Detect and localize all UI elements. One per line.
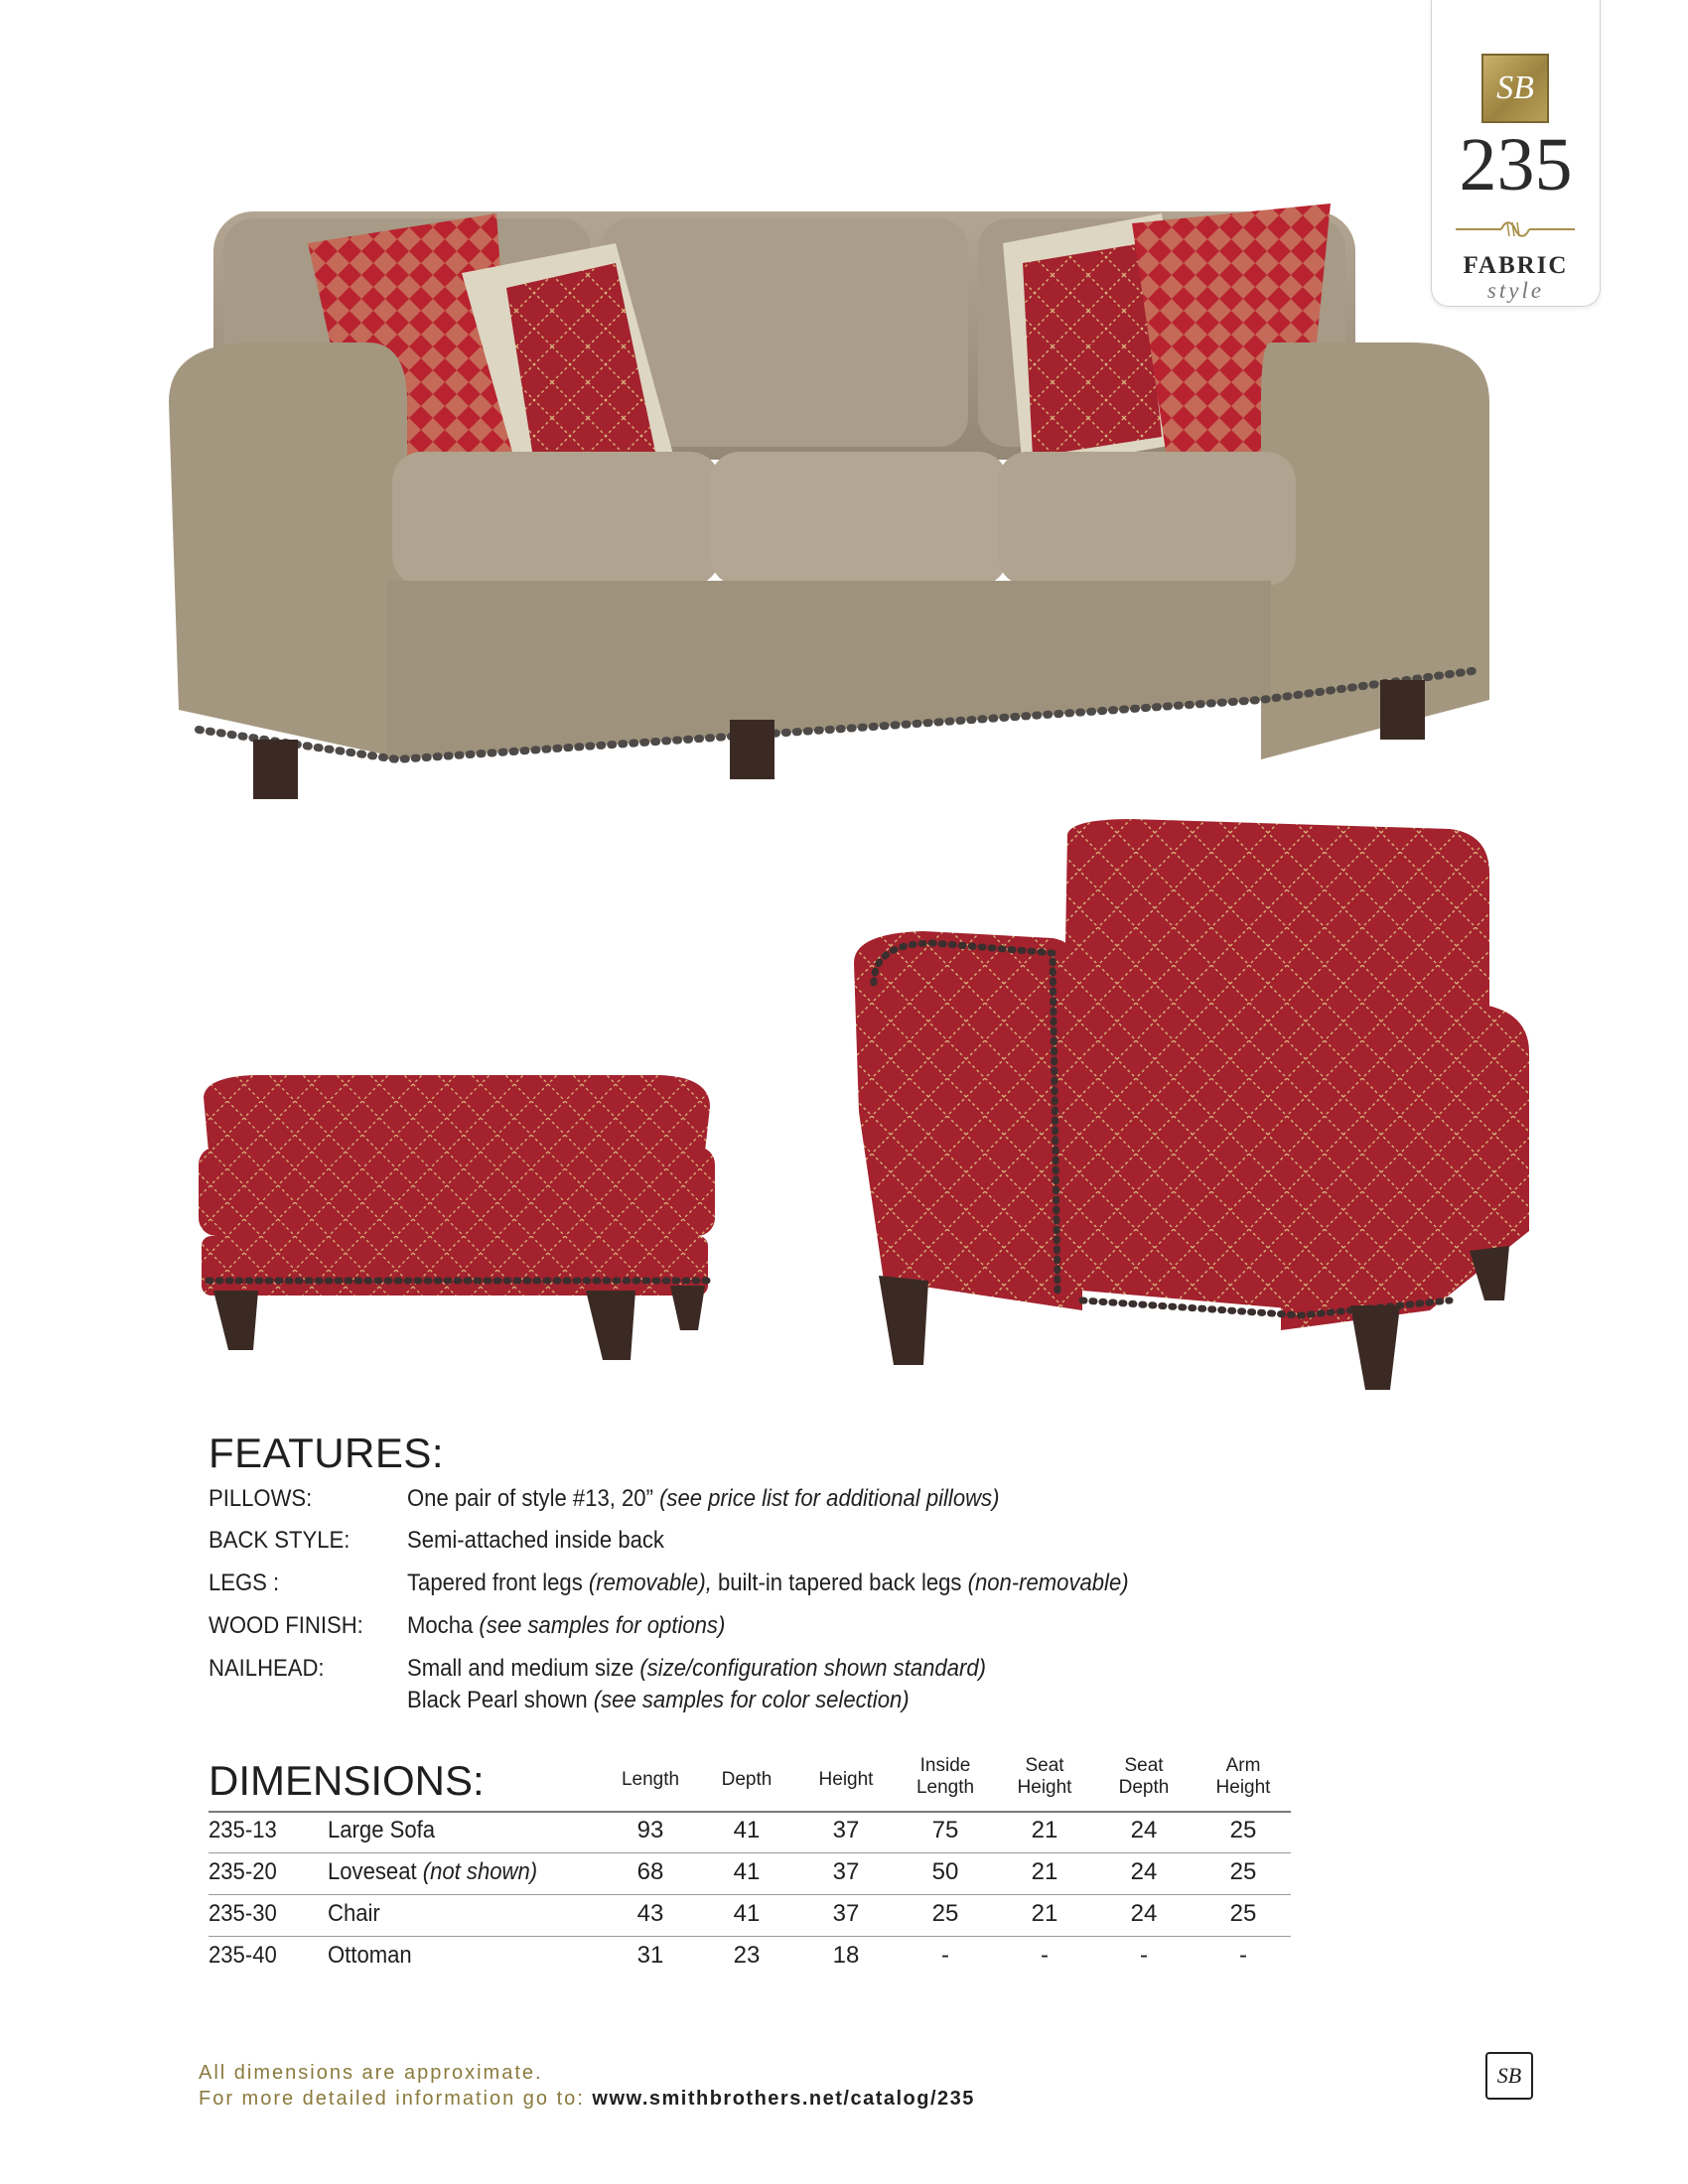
corner-logo-text: SB xyxy=(1496,2063,1522,2088)
feature-note: (see price list for additional pillows) xyxy=(659,1485,1000,1512)
model-code: 235-20 xyxy=(209,1858,277,1885)
value-depth: 41 xyxy=(733,1858,761,1885)
feature-value-text-2: built-in tapered back legs xyxy=(717,1570,962,1596)
style-label: style xyxy=(1486,278,1545,303)
dim-header-length xyxy=(601,1769,700,1791)
feature-value-text: Tapered front legs xyxy=(407,1570,583,1596)
feature-note: (see samples for options) xyxy=(479,1612,726,1639)
table-rule xyxy=(209,1936,1291,1937)
table-row xyxy=(209,1896,1291,1936)
footer-info xyxy=(199,2088,975,2111)
model-name xyxy=(328,1900,380,1928)
footer-info-prefix: For more detailed information go to: xyxy=(199,2088,585,2110)
feature-label: NAILHEAD: xyxy=(209,1655,325,1682)
model-code: 235-30 xyxy=(209,1900,277,1927)
dim-header-inside-length xyxy=(896,1755,995,1799)
dim-header-text: Seat xyxy=(1025,1755,1064,1776)
feature-note-2: (non-removable) xyxy=(967,1570,1129,1596)
ottoman-photo xyxy=(194,1067,725,1380)
feature-value-text: One pair of style #13, 20” xyxy=(407,1485,653,1512)
value-inside-length: - xyxy=(941,1942,949,1969)
dim-header-text: Arm xyxy=(1225,1755,1261,1776)
style-number: 235 xyxy=(1459,123,1573,206)
feature-value-text: Semi-attached inside back xyxy=(407,1527,664,1554)
feature-value-text: Small and medium size xyxy=(407,1655,634,1682)
feature-label: WOOD FINISH: xyxy=(209,1612,363,1639)
value-seat-height: 21 xyxy=(1031,1817,1058,1843)
dim-header-text-2: Depth xyxy=(1118,1777,1170,1798)
table-row xyxy=(209,1854,1291,1894)
model-code: 235-13 xyxy=(209,1817,277,1843)
model-name xyxy=(328,1942,412,1970)
feature-value xyxy=(407,1570,1229,1597)
value-depth: 23 xyxy=(733,1942,761,1969)
catalog-link[interactable]: www.smithbrothers.net/catalog/235 xyxy=(592,2088,975,2110)
feature-label: BACK STYLE: xyxy=(209,1527,351,1554)
value-seat-height: - xyxy=(1041,1942,1049,1969)
feature-label: LEGS : xyxy=(209,1570,280,1596)
dim-header-text: Depth xyxy=(721,1769,773,1790)
value-seat-depth: - xyxy=(1140,1942,1148,1969)
table-rule xyxy=(209,1894,1291,1895)
large-sofa-photo xyxy=(159,204,1509,839)
table-row xyxy=(209,1813,1291,1852)
value-length: 68 xyxy=(636,1858,664,1885)
dim-header-text: Length xyxy=(621,1769,680,1790)
feature-value xyxy=(407,1485,1229,1513)
value-seat-height: 21 xyxy=(1031,1900,1058,1927)
model-name-text: Large Sofa xyxy=(328,1817,436,1843)
dim-header-text-2: Length xyxy=(915,1777,975,1798)
value-height: 37 xyxy=(832,1858,860,1885)
feature-note: (see samples for color selection) xyxy=(593,1687,910,1713)
value-inside-length: 75 xyxy=(931,1817,959,1843)
value-seat-depth: 24 xyxy=(1130,1817,1158,1843)
value-seat-height: 21 xyxy=(1031,1858,1058,1885)
value-height: 37 xyxy=(832,1900,860,1927)
dim-header-text: Seat xyxy=(1124,1755,1164,1776)
model-name xyxy=(328,1858,537,1886)
feature-value xyxy=(407,1527,1229,1555)
dim-header-text-2: Height xyxy=(1215,1777,1271,1798)
value-arm-height: 25 xyxy=(1229,1817,1257,1843)
chair-illustration xyxy=(834,814,1549,1390)
value-seat-depth: 24 xyxy=(1130,1900,1158,1927)
feature-value-text: Mocha xyxy=(407,1612,474,1639)
dim-header-text: Height xyxy=(818,1769,874,1790)
chair-photo xyxy=(834,814,1549,1390)
feature-value xyxy=(407,1612,1229,1640)
value-length: 93 xyxy=(636,1817,664,1843)
model-name-note: (not shown) xyxy=(422,1858,538,1885)
brand-logo-text: SB xyxy=(1496,69,1534,106)
features-heading: FEATURES: xyxy=(209,1430,445,1476)
model-name-text: Chair xyxy=(328,1900,380,1927)
value-arm-height: - xyxy=(1239,1942,1247,1969)
feature-label: PILLOWS: xyxy=(209,1485,313,1512)
dim-header-seat-height xyxy=(995,1755,1094,1799)
feature-note: (removable), xyxy=(588,1570,712,1596)
value-height: 18 xyxy=(832,1942,860,1969)
sofa-illustration xyxy=(159,204,1509,839)
model-name-text: Loveseat xyxy=(328,1858,417,1885)
ottoman-illustration xyxy=(194,1067,725,1380)
model-name xyxy=(328,1817,435,1844)
brand-logo xyxy=(1481,54,1549,123)
dim-header-seat-depth xyxy=(1094,1755,1194,1799)
value-length: 31 xyxy=(636,1942,664,1969)
dim-header-height xyxy=(796,1769,896,1791)
value-depth: 41 xyxy=(733,1900,761,1927)
fabric-label: FABRIC xyxy=(1463,252,1569,279)
value-height: 37 xyxy=(832,1817,860,1843)
table-row xyxy=(209,1938,1291,1978)
feature-value xyxy=(407,1655,1229,1683)
footer-disclaimer: All dimensions are approximate. xyxy=(199,2062,543,2084)
model-name-text: Ottoman xyxy=(328,1942,412,1969)
feature-value-text: Black Pearl shown xyxy=(407,1687,588,1713)
value-arm-height: 25 xyxy=(1229,1858,1257,1885)
corner-brand-logo xyxy=(1485,2052,1533,2100)
model-code: 235-40 xyxy=(209,1942,277,1969)
value-arm-height: 25 xyxy=(1229,1900,1257,1927)
value-length: 43 xyxy=(636,1900,664,1927)
feature-note: (size/configuration shown standard) xyxy=(639,1655,986,1682)
value-depth: 41 xyxy=(733,1817,761,1843)
dim-header-arm-height xyxy=(1194,1755,1293,1799)
feature-value xyxy=(407,1687,1229,1714)
value-inside-length: 25 xyxy=(931,1900,959,1927)
value-seat-depth: 24 xyxy=(1130,1858,1158,1885)
dimensions-heading: DIMENSIONS: xyxy=(209,1757,485,1804)
dim-header-depth xyxy=(697,1769,796,1791)
dim-header-text: Inside xyxy=(919,1755,971,1776)
value-inside-length: 50 xyxy=(931,1858,959,1885)
dim-header-text-2: Height xyxy=(1017,1777,1072,1798)
table-rule xyxy=(209,1852,1291,1853)
